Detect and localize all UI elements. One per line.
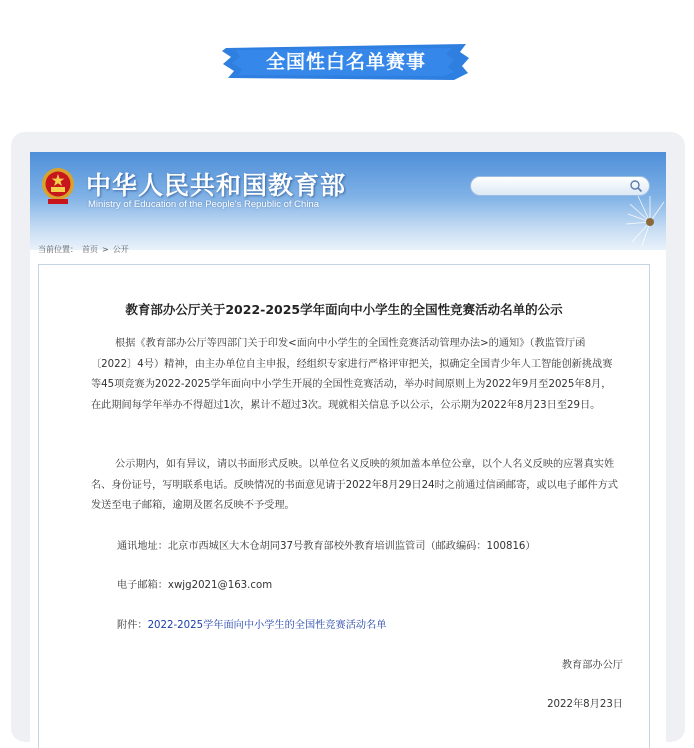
attachment-label: 附件： [117, 620, 148, 631]
attachment-link[interactable]: 2022-2025学年面向中小学生的全国性竞赛活动名单 [147, 620, 387, 631]
national-emblem-icon [40, 166, 76, 206]
breadcrumb-current-link[interactable]: 公开 [112, 245, 129, 254]
article-panel [38, 264, 650, 748]
breadcrumb-home-link[interactable]: 首页 [82, 245, 98, 254]
site-subtitle: Ministry of Education of the People's Republic of China [88, 199, 319, 210]
site-header [30, 152, 666, 250]
publish-date: 2022年8月23日 [547, 699, 623, 710]
section-banner [222, 42, 470, 82]
ministry-webpage [30, 152, 666, 748]
article-paragraph-2: 公示期内，如有异议，请以书面形式反映。以单位名义反映的须加盖本单位公章，以个人名义反映的应署真实姓名、身份证号，写明联系电话。反映情况的书面意见请于2022年8月29日24时之前通过信函邮寄，或以电子邮件方式发送至电子邮箱，逾期及匿名反映不予受理。 [91, 459, 618, 511]
banner-title: 全国性白名单赛事 [265, 51, 426, 73]
mailing-address: 通讯地址：北京市西城区大木仓胡同37号教育部校外教育培训监管司（邮政编码：100816） [117, 541, 536, 552]
article-title: 教育部办公厅关于2022-2025学年面向中小学生的全国性竞赛活动名单的公示 [125, 302, 563, 317]
signer: 教育部办公厅 [561, 660, 623, 671]
attachment-line [117, 616, 386, 631]
breadcrumb [38, 244, 133, 255]
article-paragraph-1: 根据《教育部办公厅等四部门关于印发<面向中小学生的全国性竞赛活动管理办法>的通知》（教监管厅函〔2022〕4号）精神，由主办单位自主申报，经组织专家进行严格评审把关，拟确定全国青少年人工智能创新挑战赛等45项竞赛为2022-2025学年面向中小学生开展的全国性竞赛活动，举办时间原则上为2022年9月至2025年8月，在此期间每学年举办不得超过1次，累计不超过3次。现就相关信息予以公示，公示期为2022年8月23日至29日。 [91, 338, 613, 411]
breadcrumb-prefix: 当前位置： [38, 245, 78, 254]
dandelion-decoration [590, 182, 666, 250]
site-title: 中华人民共和国教育部 [86, 171, 347, 200]
breadcrumb-separator: > [102, 245, 109, 254]
contact-email: 电子邮箱：xwjg2021@163.com [117, 580, 273, 591]
